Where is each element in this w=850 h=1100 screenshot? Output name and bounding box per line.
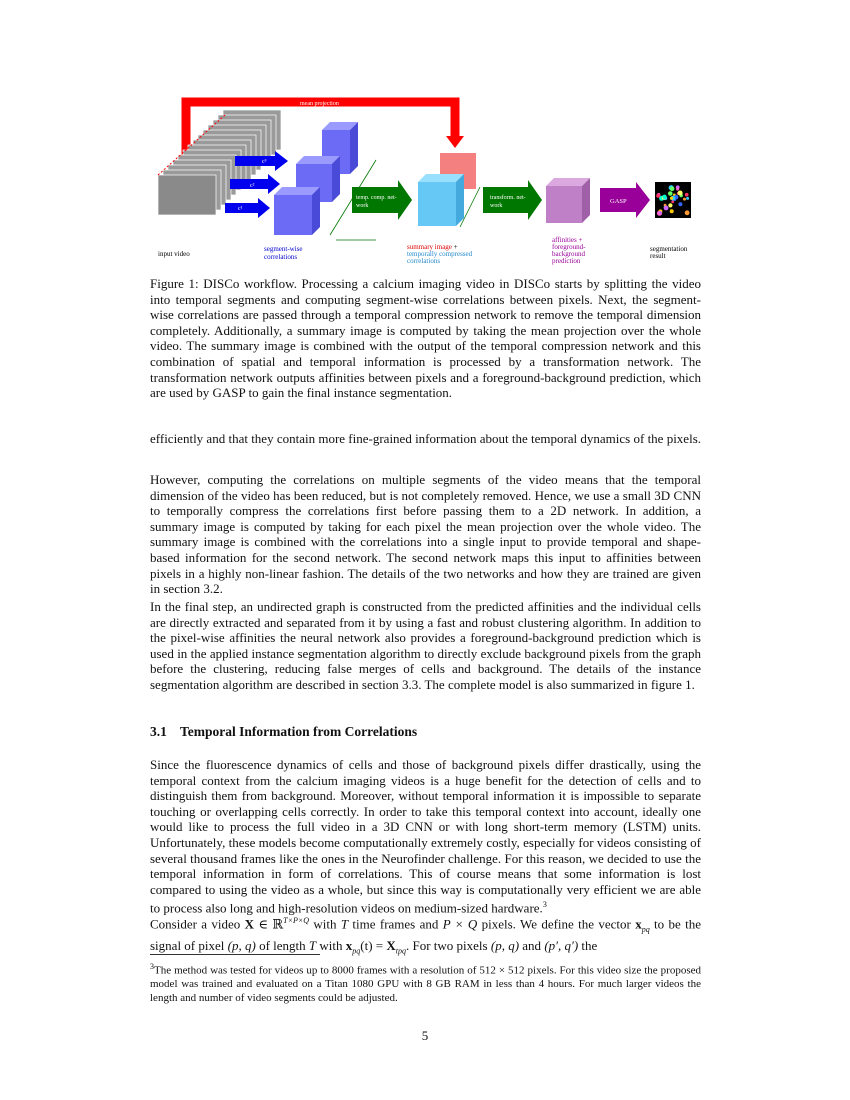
affinities-label-1: affinities + <box>552 236 583 244</box>
c2-label: c² <box>250 183 255 189</box>
cyan-cube-top <box>418 174 464 182</box>
p5-a: Consider a video <box>150 916 245 932</box>
segmented-cell <box>670 187 675 192</box>
p5-x: x <box>635 916 642 932</box>
segment-wise-label: segment-wise <box>264 245 303 253</box>
summary-plus-text: + <box>451 243 458 251</box>
segmented-cell <box>678 191 683 196</box>
mean-projection-arrowhead <box>446 136 464 148</box>
temp-comp-label-2: work <box>356 203 369 209</box>
footnote-mark: 3 <box>150 962 154 971</box>
p5-k: and <box>519 937 545 953</box>
p5-f: to be the signal of pixel <box>150 916 701 953</box>
gasp-label: GASP <box>610 198 627 205</box>
temporally-compressed-label: temporally compressed <box>407 250 473 258</box>
segmented-cell <box>662 195 666 199</box>
p5-pq3: pq <box>352 946 361 956</box>
footnote-text: The method was tested for videos up to 8000 frames with a resolution of 512 × 512 pixels. For this video size the proposed model was trained and evaluated on a Titan 1080 GPU with 8 GB RAM in less than 4 hours. For much larger videos the length and number of video segments could be adjusted. <box>150 964 701 1004</box>
p5-c: with <box>309 916 341 932</box>
segmented-cell <box>676 188 679 191</box>
transform-label: transform. net- <box>490 195 526 201</box>
cyan-cube-side <box>456 174 464 226</box>
p5-sup: T×P×Q <box>283 916 310 925</box>
correlation-cubes <box>274 122 358 235</box>
segmented-cell <box>670 209 674 213</box>
p5-h: with <box>316 937 346 953</box>
segmented-cell <box>685 193 689 197</box>
paragraph-2: However, computing the correlations on multiple segments of the video means that the temporal dimension of the video has been reduced, but is not completely removed. Hence, we use a small 3D CNN to temporally compress the correlations first before passing them to a 2D network. In addition, a summary image is computed by taking for each pixel the mean projection over the whole video. The summary image is combined with the correlations into a single input to provide temporal and shape-based information for the second network. The second network maps this input to affinities between pixels in a highly non-linear fashion. The details of the two networks and how they are trained are given in section 3.2. <box>150 472 701 597</box>
temporally-compressed-label-2: correlations <box>407 257 441 265</box>
segmented-cell <box>686 197 689 200</box>
p5-e: pixels. We define the vector <box>477 916 636 932</box>
p5-pq: pq <box>641 924 650 934</box>
affinities-label-3: background <box>552 250 586 258</box>
segmented-cell <box>671 200 674 203</box>
paragraph-4 <box>150 757 701 916</box>
cube-3-side <box>350 122 358 174</box>
p5-X: X <box>244 916 255 932</box>
p5-l: the <box>578 937 598 953</box>
footnote-rule <box>150 954 320 955</box>
paragraph-4-text: Since the fluorescence dynamics of cells and those of background pixels differ drastically, using the temporal context from the calcium imaging videos is a huge benefit for the detection of cells and to distinguish them from background. Moreover, without temporal information it is impossible to separate touching or overlapping cells correctly. In order to take this temporal context into account, ideally one would like to process the full video in a 3D CNN or with long short-term memory (LSTM) units. Unfortunately, these models become computationally extremely costly, especially for videos consisting of several thousand frames like the ones in the Neurofinder challenge. For this reason, we decided to use the temporal information in form of correlations. This of course means that some information is lost compared to using the video as a whole, but since this way is computationally very efficient we are able to process also long and high-resolution videos on medium-sized hardware. <box>150 757 701 916</box>
figure-caption: Figure 1: DISCo workflow. Processing a calcium imaging video in DISCo starts by splitting the video into temporal segments and computing segment-wise correlations between pixels. Next, the segment-wise correlations are passed through a temporal compression network to remove the temporal dimension completely. Additionally, a summary image is computed by taking the mean projection over the whole video. The summary image is combined with the output of the temporal compression network and this combination of spatial and temporal information is processed by a transformation network. The transformation network outputs affinities between pixels and a foreground-background prediction, which are used by GASP to gain the final instance segmentation. <box>150 276 701 401</box>
p5-b: ∈ ℝ <box>254 916 284 932</box>
p5-i: (t) = <box>360 937 387 953</box>
segmented-cell <box>670 197 673 200</box>
segmented-cell <box>659 211 662 214</box>
paragraph-3: In the final step, an undirected graph is constructed from the predicted affinities and the individual cells are directly extracted and separated from it by using a fast and robust clustering algorithm. In addition to the pixel-wise affinities the neural network also provides a foreground-background prediction which is used in the applied instance segmentation algorithm to directly exclude background pixels from the graph before the clustering, reducing false merges of cells and background. The details of the instance segmentation algorithm are described in section 3.3. The complete model is also summarized in figure 1. <box>150 599 701 692</box>
segmented-cell <box>664 206 669 211</box>
segmentation-label-1: segmentation <box>650 245 688 253</box>
p5-pq5: (p′, q′) <box>544 937 579 953</box>
cube-1-front <box>274 195 312 235</box>
page-number: 5 <box>421 1028 429 1043</box>
cube-1-top <box>274 187 320 195</box>
p5-x2: x <box>345 937 353 953</box>
paragraph-5 <box>150 913 701 959</box>
paragraph-1: efficiently and that they contain more fine-grained information about the temporal dynamics of the pixels. <box>150 431 702 446</box>
section-title-text: Temporal Information from Correlations <box>180 724 418 739</box>
p5-tpq: tpq <box>395 946 406 956</box>
segment-arrow-3 <box>225 198 270 218</box>
temp-comp-label: temp. comp. net- <box>356 195 397 201</box>
segmented-cell <box>685 210 690 215</box>
summary-image-text: summary image <box>407 243 452 251</box>
segment-wise-label-2: correlations <box>264 253 298 261</box>
segmented-cell <box>683 198 686 201</box>
p5-d: time frames and <box>348 916 443 932</box>
workflow-diagram <box>150 90 710 275</box>
workflow-figure <box>150 90 710 275</box>
section-number: 3.1 <box>150 724 167 739</box>
cube-2-side <box>332 156 340 202</box>
segmentation-label-2: result <box>650 252 666 260</box>
footnote-ref: 3 <box>542 900 547 910</box>
mean-projection-label: mean projection <box>300 101 339 107</box>
p5-j: . For two pixels <box>405 937 491 953</box>
p5-pq2: (p, q) <box>227 937 256 953</box>
p5-T2: T <box>308 937 317 953</box>
segmented-cell <box>656 194 660 198</box>
p5-g: of length <box>255 937 309 953</box>
video-frame <box>158 175 216 215</box>
p5-PQ: P × Q <box>442 916 478 932</box>
section-heading <box>150 724 417 740</box>
p5-pq4: (p, q) <box>490 937 520 953</box>
affinities-label-2: foreground- <box>552 243 586 251</box>
transform-label-2: work <box>490 203 503 209</box>
p5-X2: X <box>386 937 396 953</box>
cube-1-side <box>312 187 320 235</box>
purple-cube-front <box>546 186 582 223</box>
p5-T: T <box>340 916 349 932</box>
segmented-cell <box>678 202 682 206</box>
c1-label: c¹ <box>238 206 243 212</box>
cyan-cube-front <box>418 182 456 226</box>
footnote <box>150 960 701 1005</box>
c3-label: c³ <box>262 159 267 165</box>
segmented-cell <box>668 203 672 207</box>
segmented-cell <box>668 191 673 196</box>
affinities-label-4: prediction <box>552 257 581 265</box>
input-video-label: input video <box>158 250 190 258</box>
